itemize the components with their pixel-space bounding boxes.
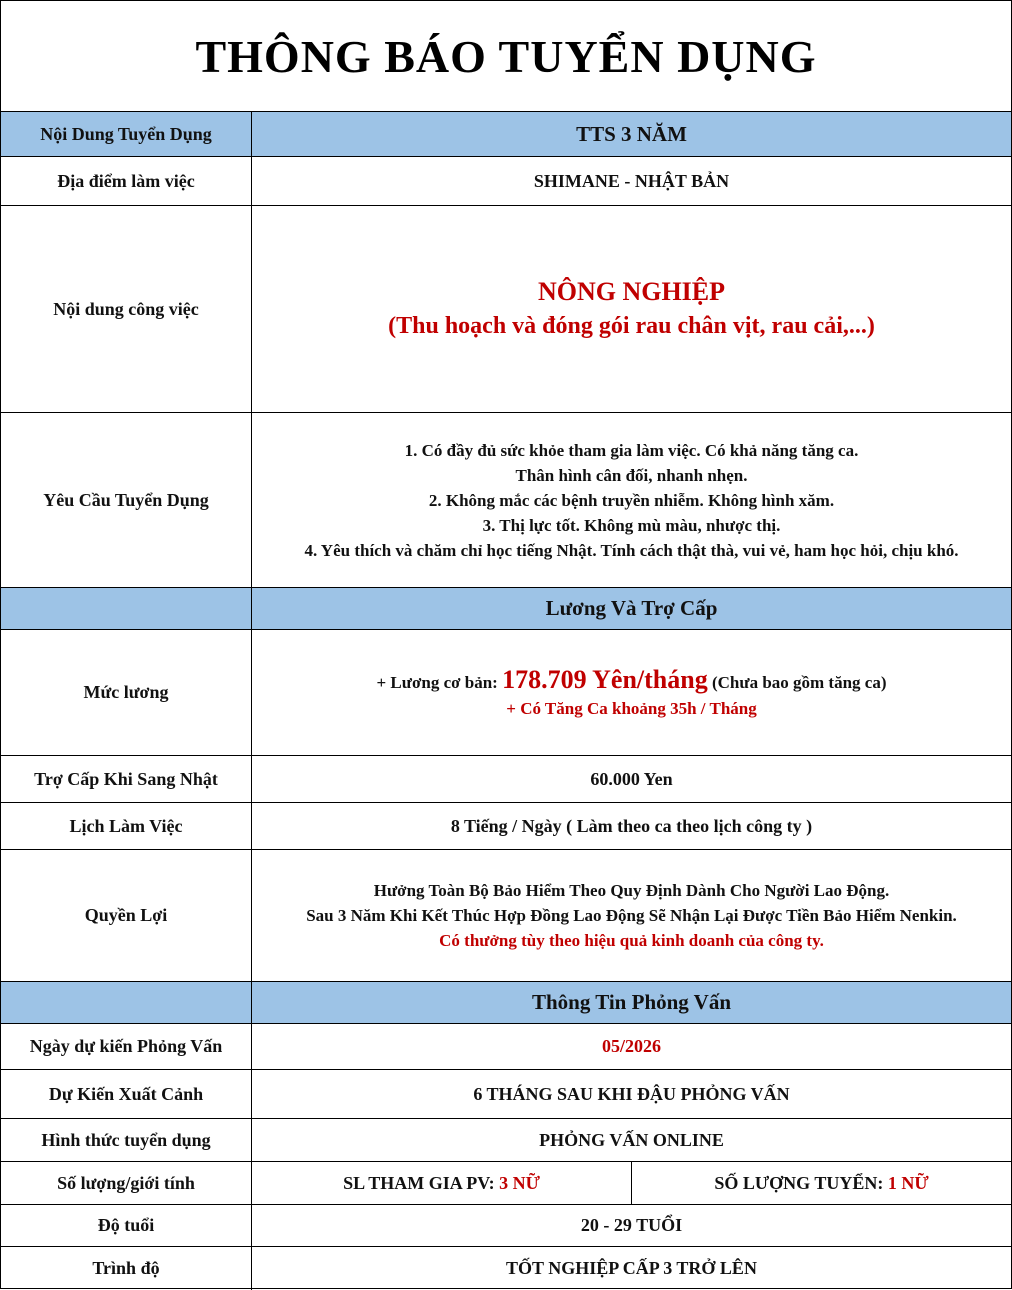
salary-section-spacer [1,588,252,629]
schedule-label: Lịch Làm Việc [1,803,252,849]
job-value [252,206,1011,412]
row-salary-section [1,588,1011,630]
salary-label: Mức lương [1,630,252,755]
row-allowance [1,756,1011,803]
participants-label: SL THAM GIA PV: [343,1172,495,1193]
row-salary [1,630,1011,756]
salary-overtime: + Có Tăng Ca khoảng 35h / Tháng [506,699,757,718]
salary-prefix: + Lương cơ bản: [376,673,503,692]
quantity-label: Số lượng/giới tính [1,1162,252,1204]
recruitment-content-value: TTS 3 NĂM [576,121,687,146]
benefit-line: Hưởng Toàn Bộ Bảo Hiểm Theo Quy Định Dành Cho Người Lao Động. [373,881,890,900]
row-departure [1,1070,1011,1119]
requirement-line: 2. Không mắc các bệnh truyền nhiễm. Không hình xăm. [428,490,835,510]
participants-value: 3 NỮ [499,1172,540,1193]
row-interview-date [1,1024,1011,1070]
age-label: Độ tuổi [1,1205,252,1246]
interview-section-spacer [1,982,252,1023]
row-age [1,1205,1011,1247]
departure-label: Dự Kiến Xuất Cảnh [1,1070,252,1118]
salary-section-heading: Lương Và Trợ Cấp [545,596,718,620]
page-title: THÔNG BÁO TUYỂN DỤNG [195,30,817,82]
benefit-bonus-line: Có thưởng tùy theo hiệu quả kinh doanh của công ty. [439,931,824,950]
allowance-label: Trợ Cấp Khi Sang Nhật [1,756,252,802]
allowance-value: 60.000 Yen [590,768,673,789]
benefit-line: Sau 3 Năm Khi Kết Thúc Hợp Đồng Lao Động Sẽ Nhận Lại Được Tiền Bảo Hiểm Nenkin. [306,906,957,925]
location-label: Địa điểm làm việc [1,157,252,205]
interview-date-value: 05/2026 [601,1036,661,1056]
job-description: (Thu hoạch và đóng gói rau chân vịt, rau cải,...) [388,313,875,339]
row-requirements [1,413,1011,588]
requirements-label: Yêu Cầu Tuyển Dụng [1,413,252,587]
requirement-line: Thân hình cân đối, nhanh nhẹn. [515,465,748,485]
requirement-line: 4. Yêu thích và chăm chỉ học tiếng Nhật. Tính cách thật thà, vui vẻ, ham học hỏi, chịu khó. [304,540,959,560]
job-label: Nội dung công việc [1,206,252,412]
education-label: Trình độ [1,1247,252,1290]
row-location [1,157,1011,206]
method-value: PHỎNG VẤN ONLINE [539,1129,724,1150]
age-value: 20 - 29 TUỔI [580,1215,683,1235]
job-title: NÔNG NGHIỆP [537,277,726,306]
education-value: TỐT NGHIỆP CẤP 3 TRỞ LÊN [506,1258,757,1278]
row-benefits [1,850,1011,982]
hire-quantity [632,1162,1011,1204]
location-value: SHIMANE - NHẬT BẢN [533,170,730,191]
requirement-line: 3. Thị lực tốt. Không mù màu, nhược thị. [482,515,781,535]
salary-note: (Chưa bao gồm tăng ca) [707,673,887,692]
row-education [1,1247,1011,1290]
benefits-value [252,850,1011,981]
requirement-line: 1. Có đầy đủ sức khỏe tham gia làm việc. Có khả năng tăng ca. [404,440,859,460]
row-schedule [1,803,1011,850]
hire-value: 1 NỮ [887,1172,929,1193]
interview-participants [252,1162,632,1204]
method-label: Hình thức tuyển dụng [1,1119,252,1161]
hire-label: SỐ LƯỢNG TUYỂN: [714,1172,884,1193]
row-job-content [1,206,1011,413]
salary-amount: 178.709 Yên/tháng [502,665,708,694]
row-method [1,1119,1011,1162]
requirements-list [252,413,1011,587]
title-row [1,1,1011,112]
row-recruitment-content [1,112,1011,157]
schedule-value: 8 Tiếng / Ngày ( Làm theo ca theo lịch công ty ) [450,815,813,836]
interview-date-label: Ngày dự kiến Phỏng Vấn [1,1024,252,1069]
departure-value: 6 THÁNG SAU KHI ĐẬU PHỎNG VẤN [473,1083,790,1104]
row-interview-section [1,982,1011,1024]
salary-value [252,630,1011,755]
salary-basic-line [376,665,886,698]
recruitment-content-label: Nội Dung Tuyển Dụng [1,112,252,156]
quantity-values [252,1162,1011,1204]
interview-section-heading: Thông Tin Phỏng Vấn [531,990,732,1014]
benefits-label: Quyền Lợi [1,850,252,981]
row-quantity [1,1162,1011,1205]
